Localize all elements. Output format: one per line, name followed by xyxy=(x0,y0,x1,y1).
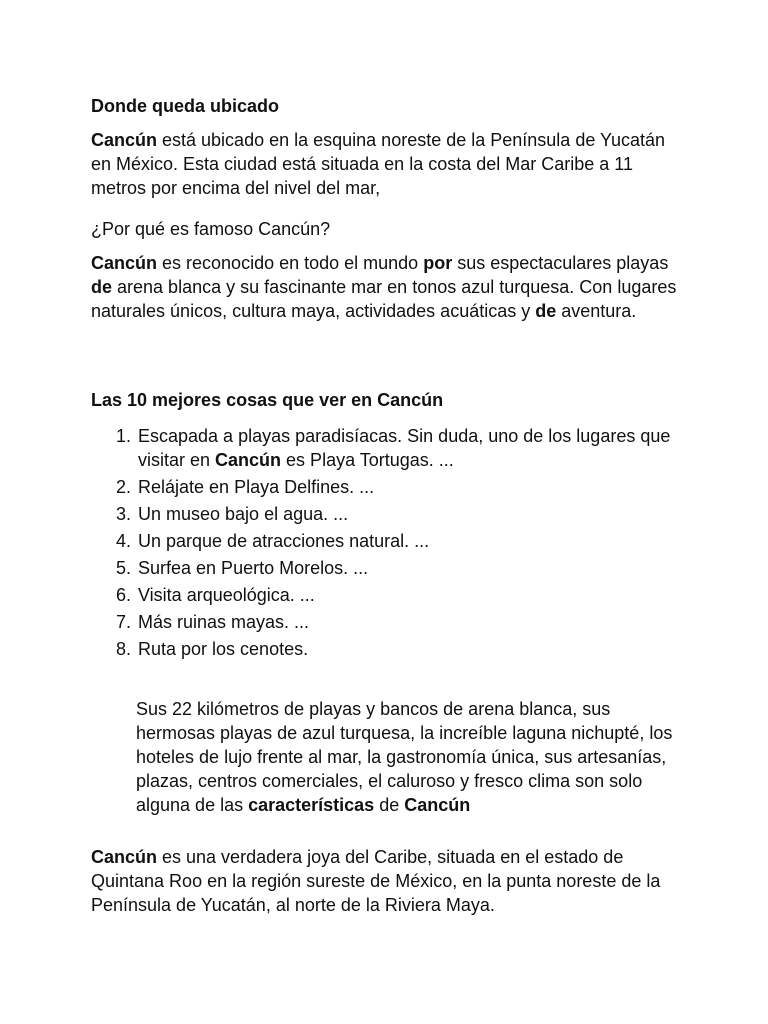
list-item: 2. Relájate en Playa Delfines. ... xyxy=(136,475,696,499)
famous-text-4: aventura. xyxy=(556,301,637,321)
closing-text: es una verdadera joya del Caribe, situada en el estado de Quintana Roo en la región sureste de México, en la punta noreste de la Península de Yucatán, al norte de la Riviera Maya. xyxy=(91,847,661,915)
features-bold-cancun: Cancún xyxy=(404,795,471,815)
list-item: 7. Más ruinas mayas. ... xyxy=(136,610,696,634)
top-list-heading: Las 10 mejores cosas que ver en Cancún xyxy=(91,390,444,410)
famous-bold-de-2: de xyxy=(535,301,557,321)
location-text: está ubicado en la esquina noreste de la Península de Yucatán en México. Esta ciudad está situada en la costa del Mar Caribe a 11 metros por encima del nivel del mar, xyxy=(91,130,666,198)
location-heading: Donde queda ubicado xyxy=(91,96,280,116)
list-item-bold-cancun: Cancún xyxy=(215,450,282,470)
list-item: 6. Visita arqueológica. ... xyxy=(136,583,696,607)
famous-bold-de-1: de xyxy=(91,277,113,297)
features-paragraph xyxy=(136,697,676,817)
list-item: 3. Un museo bajo el agua. ... xyxy=(136,502,696,526)
famous-text-3: arena blanca y su fascinante mar en tonos azul turquesa. Con lugares naturales únicos, cultura maya, actividades acuáticas y xyxy=(91,277,677,321)
top-things-list xyxy=(91,424,696,664)
closing-bold-cancun: Cancún xyxy=(91,847,158,867)
list-item: 5. Surfea en Puerto Morelos. ... xyxy=(136,556,696,580)
closing-paragraph xyxy=(91,845,691,917)
list-item: 8. Ruta por los cenotes. xyxy=(136,637,696,661)
famous-paragraph xyxy=(91,251,691,323)
famous-bold-cancun: Cancún xyxy=(91,253,158,273)
location-bold-cancun: Cancún xyxy=(91,130,158,150)
features-text-mid: de xyxy=(374,795,405,815)
list-item-text: es Playa Tortugas. ... xyxy=(281,450,454,470)
list-item xyxy=(136,424,696,472)
features-text: Sus 22 kilómetros de playas y bancos de arena blanca, sus hermosas playas de azul turquesa, la increíble laguna nichupté, los hoteles de lujo frente al mar, la gastronomía única, sus artesanías, plazas, centros comerciales, el caluroso y fresco clima son solo alguna de las xyxy=(136,699,673,815)
features-bold-caracteristicas: características xyxy=(248,795,375,815)
list-item: 4. Un parque de atracciones natural. ... xyxy=(136,529,696,553)
famous-text-2: sus espectaculares playas xyxy=(452,253,669,273)
famous-bold-por: por xyxy=(423,253,453,273)
famous-text-1: es reconocido en todo el mundo xyxy=(157,253,424,273)
list-item-text: Escapada a playas paradisíacas. Sin duda, uno de los lugares que visitar en xyxy=(138,426,671,470)
famous-question: ¿Por qué es famoso Cancún? xyxy=(91,219,331,239)
location-paragraph xyxy=(91,128,671,200)
